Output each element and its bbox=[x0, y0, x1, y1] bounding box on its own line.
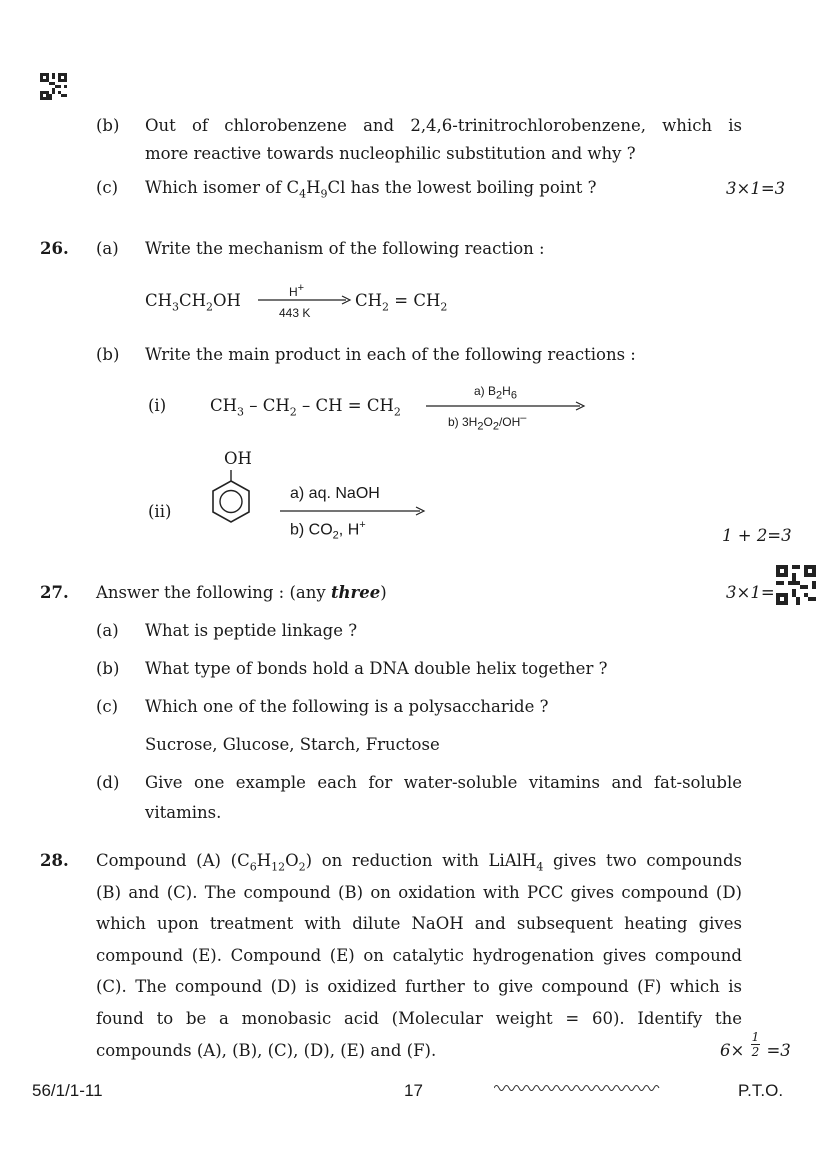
q26bi-arrow-top: a) $B_2H_6$ bbox=[474, 384, 517, 402]
q27d-line2: vitamins. bbox=[145, 803, 222, 822]
q25-marks: 3×1=3 bbox=[726, 179, 786, 198]
q28-line1: Compound (A) $(C_6H_{12}O_2)$ on reduction with LiAlH$_4$ gives two compounds bbox=[96, 851, 742, 874]
pto-label: P.T.O. bbox=[738, 1081, 784, 1100]
wavy-line-icon bbox=[494, 1083, 664, 1093]
q25c-text: Which isomer of $C_4H_9Cl$ has the lowest boiling point ? bbox=[145, 178, 597, 201]
q28-line3: which upon treatment with dilute NaOH and subsequent heating gives bbox=[96, 914, 742, 933]
q28-marks: 6× $\frac{1}{2}$ =3 bbox=[720, 1030, 791, 1060]
q28-line6: found to be a monobasic acid (Molecular weight = 60). Identify the bbox=[96, 1009, 742, 1028]
q27d-label: (d) bbox=[96, 773, 120, 792]
q27-text: Answer the following : (any three) bbox=[96, 583, 387, 602]
paper-code: 56/1/1-11 bbox=[32, 1081, 103, 1100]
q27d-line1: Give one example each for water-soluble vitamins and fat-soluble bbox=[145, 773, 742, 792]
qr-code-icon bbox=[776, 565, 816, 605]
phenol-structure-icon bbox=[205, 468, 255, 528]
q28-number: 28. bbox=[40, 851, 69, 870]
q25b-label: (b) bbox=[96, 116, 120, 135]
q26b-label: (b) bbox=[96, 345, 120, 364]
reaction-arrow-icon bbox=[426, 401, 586, 411]
q26a-arrow-top: H+ bbox=[289, 282, 305, 299]
q26bii-arrow-top: a) aq. NaOH bbox=[290, 485, 380, 502]
q27-number: 27. bbox=[40, 583, 69, 602]
q27c-options: Sucrose, Glucose, Starch, Fructose bbox=[145, 735, 440, 754]
q28-line4: compound (E). Compound (E) on catalytic hydrogenation gives compound bbox=[96, 946, 742, 965]
q27c-text: Which one of the following is a polysaccharide ? bbox=[145, 697, 549, 716]
q27a-text: What is peptide linkage ? bbox=[145, 621, 358, 640]
q27c-label: (c) bbox=[96, 697, 119, 716]
phenol-oh-label: OH bbox=[224, 449, 252, 468]
q26a-text: Write the mechanism of the following reaction : bbox=[145, 239, 545, 258]
q26bi-arrow-bottom: b) $3H_2O_2/OH^-$ bbox=[448, 412, 527, 433]
q27-marks: 3×1= bbox=[726, 583, 775, 602]
q26a-arrow-bottom: 443 K bbox=[279, 306, 311, 320]
q27b-label: (b) bbox=[96, 659, 120, 678]
page-number: 17 bbox=[404, 1081, 423, 1100]
q28-line5: (C). The compound (D) is oxidized further to give compound (F) which is bbox=[96, 977, 742, 996]
q27a-label: (a) bbox=[96, 621, 119, 640]
q27b-text: What type of bonds hold a DNA double helix together ? bbox=[145, 659, 608, 678]
reaction-arrow-icon bbox=[280, 506, 426, 516]
qr-code-icon bbox=[40, 73, 67, 100]
q25b-line2: more reactive towards nucleophilic substitution and why ? bbox=[145, 144, 636, 163]
q26bii-label: (ii) bbox=[148, 502, 172, 521]
q25b-line1: Out of chlorobenzene and 2,4,6-trinitrochlorobenzene, which is bbox=[145, 116, 742, 135]
reaction-arrow-icon bbox=[258, 295, 352, 305]
q26a-product: $CH_2 = CH_2$ bbox=[355, 291, 448, 314]
q26-number: 26. bbox=[40, 239, 69, 258]
q26bi-label: (i) bbox=[148, 396, 167, 415]
q26-marks: 1 + 2=3 bbox=[722, 526, 792, 545]
q28-line7: compounds (A), (B), (C), (D), (E) and (F). bbox=[96, 1041, 437, 1060]
q26bii-arrow-bottom: b) $CO_2$, H+ bbox=[290, 519, 366, 542]
q26b-text: Write the main product in each of the following reactions : bbox=[145, 345, 636, 364]
q26a-reactant: $CH_3CH_2OH$ bbox=[145, 291, 241, 314]
q25c-label: (c) bbox=[96, 178, 119, 197]
q26bi-reactant: $CH_3 - CH_2$ – CH = $CH_2$ bbox=[210, 396, 401, 419]
q26a-label: (a) bbox=[96, 239, 119, 258]
q28-line2: (B) and (C). The compound (B) on oxidation with PCC gives compound (D) bbox=[96, 883, 742, 902]
